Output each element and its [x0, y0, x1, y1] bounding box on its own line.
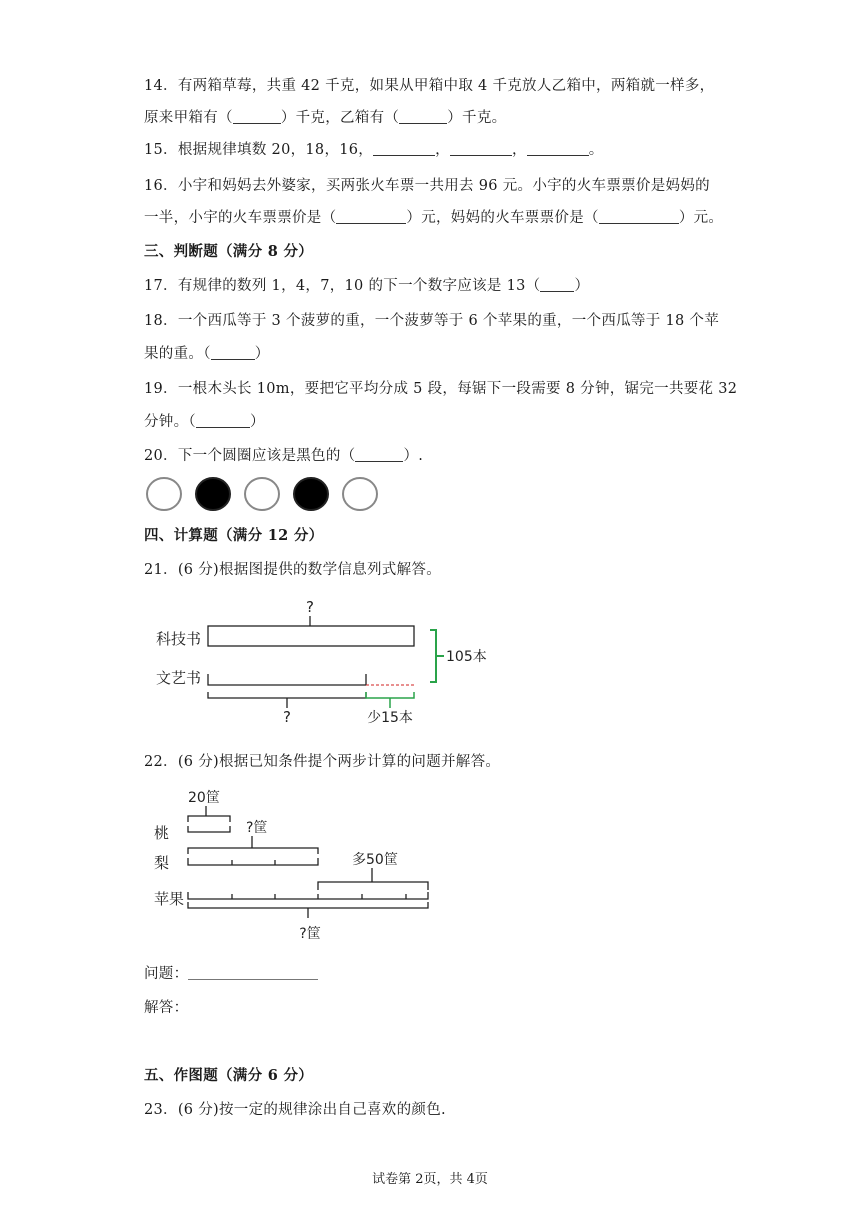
q22-question-line: 问题：	[144, 962, 318, 983]
q20-blank[interactable]	[355, 446, 403, 462]
q22-apple-q: ?筐	[299, 926, 321, 942]
q23-text: 23．(6 分)按一定的规律涂出自己喜欢的颜色.	[144, 1102, 446, 1118]
q22-apple-bar	[188, 892, 428, 899]
q22-label-pear: 梨	[154, 854, 170, 872]
q14-blank-b[interactable]	[399, 108, 447, 124]
q21-arts-brace	[208, 692, 366, 708]
q22-label-peach: 桃	[154, 824, 170, 842]
circle-3	[245, 478, 279, 510]
q16-line1: 16．小宇和妈妈去外婆家，买两张火车票一共用去 96 元。小宇的火车票票价是妈妈的	[144, 178, 710, 194]
q15-line: 15．根据规律填数 20，18，16， ， ， 。	[144, 138, 604, 159]
q22-apple-bottom-brace	[188, 902, 428, 918]
circle-sequence	[146, 476, 386, 512]
q18-line1: 18．一个西瓜等于 3 个菠萝的重，一个菠萝等于 6 个苹果的重，一个西瓜等于 18 个苹	[144, 313, 720, 329]
q21-less-label: 少15本	[367, 710, 413, 726]
q22-diagram	[150, 786, 450, 946]
q19-line2: 分钟。（ ）	[144, 410, 265, 431]
circle-4	[294, 478, 328, 510]
q22-pear-q: ?筐	[246, 820, 268, 836]
q18-line2: 果的重。（ ）	[144, 342, 270, 363]
q22-pear-top-brace	[188, 848, 318, 854]
q22-answer-label: 解答：	[144, 1000, 189, 1016]
q16-blank-b[interactable]	[599, 208, 679, 224]
circle-2	[196, 478, 230, 510]
q15-blank-3[interactable]	[527, 140, 589, 156]
q19-blank[interactable]	[196, 412, 250, 428]
q21-text: 21．(6 分)根据图提供的数学信息列式解答。	[144, 562, 441, 578]
q22-label-apple: 苹果	[154, 890, 185, 908]
q15-blank-1[interactable]	[373, 140, 435, 156]
circle-1	[147, 478, 181, 510]
q21-science-bar	[208, 626, 414, 646]
q20-line: 20．下一个圆圈应该是黑色的（ ）.	[144, 444, 423, 465]
q17-line: 17．有规律的数列 1，4，7，10 的下一个数字应该是 13（ ）	[144, 274, 589, 295]
q14-line1: 14．有两箱草莓，共重 42 千克，如果从甲箱中取 4 千克放人乙箱中，两箱就一样多，	[144, 78, 715, 94]
q21-q-top: ?	[306, 598, 314, 616]
q21-diagram	[150, 596, 490, 726]
q14-blank-a[interactable]	[233, 108, 281, 124]
section-5-title: 五、作图题（满分 6 分）	[144, 1067, 314, 1084]
q21-less-brace	[366, 692, 414, 708]
q19-line1: 19．一根木头长 10m，要把它平均分成 5 段，每锯下一段需要 8 分钟，锯完一共要花 32	[144, 381, 738, 397]
q16-blank-a[interactable]	[336, 208, 406, 224]
q21-label-arts: 文艺书	[156, 669, 202, 687]
section-3-title: 三、判断题（满分 8 分）	[144, 243, 314, 260]
q21-total-label: 105本	[446, 649, 487, 665]
q22-more-brace	[318, 882, 428, 890]
q22-more-label: 多50筐	[352, 852, 398, 868]
q15-blank-2[interactable]	[450, 140, 512, 156]
q14-line2: 原来甲箱有（ ）千克，乙箱有（ ）千克。	[144, 106, 506, 127]
q22-pear-bar	[188, 858, 318, 865]
q22-peach-value: 20筐	[188, 790, 220, 806]
q17-blank[interactable]	[540, 276, 574, 292]
q21-label-science: 科技书	[156, 630, 202, 648]
circle-5	[343, 478, 377, 510]
q22-question-blank[interactable]	[188, 964, 318, 980]
q18-blank[interactable]	[211, 344, 255, 360]
q22-peach-bar	[188, 826, 230, 832]
section-4-title: 四、计算题（满分 12 分）	[144, 527, 324, 544]
q21-q-bottom: ?	[283, 708, 291, 726]
page-footer: 试卷第 2页，共 4页	[372, 1172, 488, 1187]
q21-arts-bar	[208, 674, 366, 685]
q21-total-brace	[430, 630, 444, 682]
q22-peach-top-brace	[188, 816, 230, 822]
q22-text: 22．(6 分)根据已知条件提个两步计算的问题并解答。	[144, 754, 501, 770]
q16-line2: 一半，小宇的火车票票价是（ ）元，妈妈的火车票票价是（ ）元。	[144, 206, 723, 227]
